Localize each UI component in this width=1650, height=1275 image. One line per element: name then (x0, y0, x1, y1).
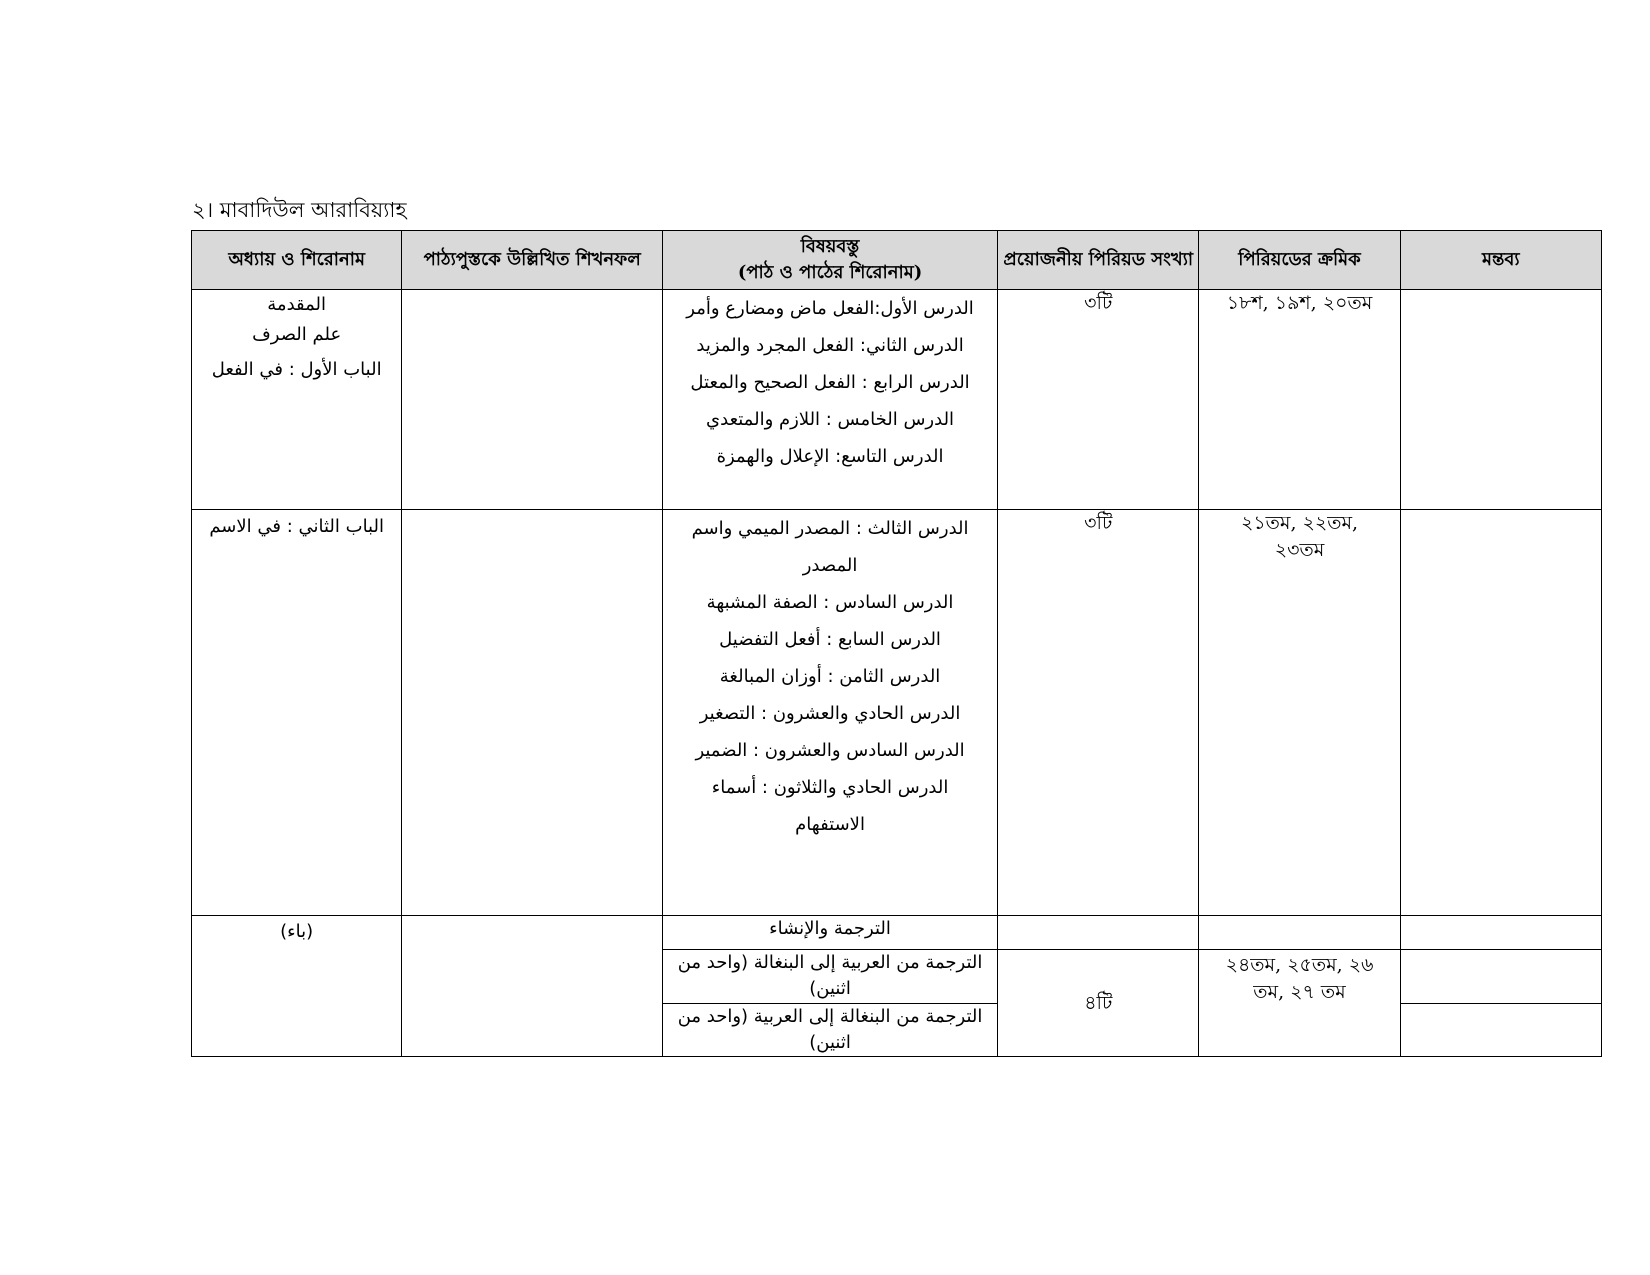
chapter-cell (192, 510, 402, 916)
chapter-line: (باء) (280, 921, 314, 942)
lesson-item: الدرس الأول:الفعل ماض ومضارع وأمر (686, 298, 974, 319)
periods-cell-blank (998, 916, 1199, 950)
chapter-line: الباب الثاني : في الاسم (209, 516, 384, 537)
periods-cell: ৩টি (998, 510, 1199, 916)
lesson-item: الدرس الثاني: الفعل المجرد والمزيد (696, 335, 964, 356)
header-periods: প্রয়োজনীয় পিরিয়ড সংখ্যা (998, 231, 1199, 290)
lesson-item: الدرس التاسع: الإعلال والهمزة (716, 446, 944, 467)
lesson-item: الدرس الثامن : أوزان المبالغة (719, 666, 941, 687)
lesson-plan-table (191, 230, 1602, 1057)
outcomes-cell (402, 916, 663, 1057)
serial-cell: ১৮শ, ১৯শ, ২০তম (1199, 290, 1400, 510)
periods-cell: ৩টি (998, 290, 1199, 510)
serial-cell-blank (1199, 916, 1400, 950)
lesson-item: الدرس السادس : الصفة المشبهة (706, 592, 954, 613)
remarks-cell (1400, 1004, 1601, 1057)
lesson-item: الدرس السابع : أفعل التفضيل (719, 629, 941, 650)
serial-cell: ২৪তম, ২৫তম, ২৬ তম, ২৭ তম (1199, 950, 1400, 1057)
header-content-line1: বিষয়বস্তু (800, 236, 860, 257)
lesson-item: الدرس الحادي والعشرون : التصغير (699, 703, 961, 724)
header-outcomes: পাঠ্যপুস্তকে উল্লিখিত শিখনফল (402, 231, 663, 290)
remarks-cell (1400, 916, 1601, 950)
header-row (192, 231, 1602, 290)
lesson-item: الدرس السادس والعشرون : الضمير (695, 740, 965, 761)
outcomes-cell (402, 290, 663, 510)
lesson-item: الترجمة من العربية إلى البنغالة (واحد من اثنين) (662, 950, 997, 1004)
header-content (662, 231, 997, 290)
chapter-line: الباب الأول : في الفعل (211, 359, 382, 380)
table-row (192, 916, 1602, 950)
serial-cell: ২১তম, ২২তম, ২৩তম (1199, 510, 1400, 916)
chapter-line: المقدمة (267, 294, 327, 315)
header-chapter: অধ্যায় ও শিরোনাম (192, 231, 402, 290)
lesson-item: الدرس الحادي والثلاثون : أسماء الاستفهام (711, 777, 949, 835)
chapter-line: علم الصرف (252, 324, 342, 345)
chapter-cell (192, 290, 402, 510)
lesson-item: الترجمة من البنغالة إلى العربية (واحد من اثنين) (662, 1004, 997, 1057)
remarks-cell (1400, 950, 1601, 1004)
lessons-cell (662, 510, 997, 916)
remarks-cell (1400, 290, 1601, 510)
chapter-cell (192, 916, 402, 1057)
translation-heading: الترجمة والإنشاء (662, 916, 997, 950)
lesson-item: الدرس الرابع : الفعل الصحيح والمعتل (690, 372, 970, 393)
header-serial: পিরিয়ডের ক্রমিক (1199, 231, 1400, 290)
header-remarks: মন্তব্য (1400, 231, 1601, 290)
lesson-item: الدرس الخامس : اللازم والمتعدي (706, 409, 955, 430)
outcomes-cell (402, 510, 663, 916)
table-row (192, 510, 1602, 916)
header-content-line2: (পাঠ ও পাঠের শিরোনাম) (737, 262, 923, 283)
section-title: ২। মাবাদিউল আরাবিয়্যাহ (192, 198, 407, 222)
lessons-cell (662, 290, 997, 510)
remarks-cell (1400, 510, 1601, 916)
lesson-item: الدرس الثالث : المصدر الميمي واسم المصدر (691, 518, 969, 576)
periods-cell: ৪টি (998, 950, 1199, 1057)
table-row (192, 290, 1602, 510)
